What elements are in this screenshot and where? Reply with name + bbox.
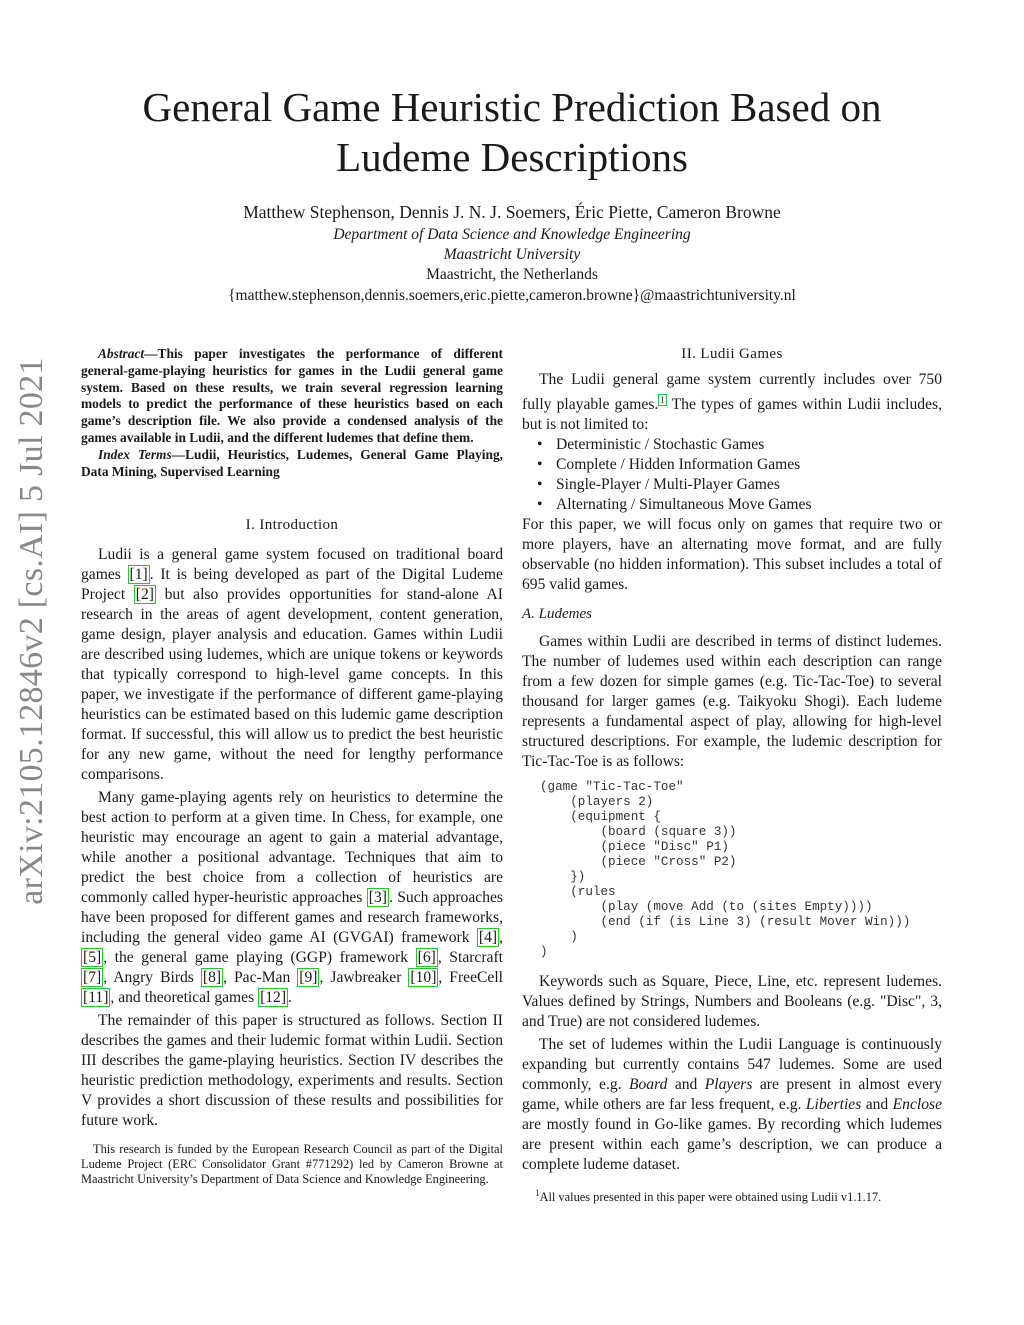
citation-5[interactable]: [5] (83, 949, 102, 966)
ludii-games-body (522, 370, 942, 595)
citation-10[interactable]: [10] (410, 969, 437, 986)
citation-1[interactable]: [1] (129, 566, 148, 583)
introduction-heading-wrap (81, 517, 503, 534)
tic-tac-toe-code-listing: (game "Tic-Tac-Toe" (players 2) (equipment { (board (square 3)) (piece "Disc" P1) (piece "Cross" P2) }) (rules (play (move Add (to (sites Empty)))) (end (if (is Line 3) (result Mover Win))) ) ) (540, 780, 911, 959)
citation-4[interactable]: [4] (478, 929, 498, 946)
intro-paragraph-3: The remainder of this paper is structured as follows. Section II describes the games and their ludemic format within Ludii. Section III describes the game-playing heuristics. Section IV describes the heuristic prediction methodology, experiments and results. Section V provides a short discussion of these results and possibilities for future work. (81, 1012, 503, 1129)
ludemes-body-2 (522, 972, 942, 1175)
section-heading-introduction: I. Introduction (245, 517, 339, 533)
ludemes-paragraph-1: Games within Ludii are described in terms of distinct ludemes. The number of ludemes used within each description can range from a few dozen for simple games (e.g. Tic-Tac-Toe) to several thousand for larger games (e.g. Taikyoku Shogi). Each ludeme represents a fundamental aspect of play, allowing for high-level structured descriptions. For example, the ludemic description for Tic-Tac-Toe is as follows: (522, 633, 942, 770)
subsection-heading-ludemes: A. Ludemes (522, 606, 592, 622)
citation-11[interactable]: [11] (83, 989, 109, 1006)
abstract: Abstract—This paper investigates the performance of different general-game-playing heuristics for games in the Ludii general game system. Based on these results, we train several regression learning models to predict the performance of these heuristics based on each game’s description file. We also provide a condensed analysis of the games available in Ludii, and the different ludemes that define them. (81, 346, 503, 445)
ludemes-paragraph-2: Keywords such as Square, Piece, Line, etc. represent ludemes. Values defined by Strings, Numbers and Booleans (e.g. "Disc", 3, and True) are not considered ludemes. (522, 973, 942, 1030)
list-item: • Complete / Hidden Information Games (522, 455, 942, 475)
ludii-games-heading-wrap (522, 346, 942, 363)
intro-paragraph-1: Ludii is a general game system focused on traditional board games [1] . It is being developed as part of the Digital Ludeme Project [2] but also provides opportunities for stand-alone AI research in the areas of agent development, content generation, game design, player analysis and education. Games within Ludii are described using ludemes, which are unique tokens or keywords that typically correspond to high-level game concepts. In this paper, we investigate if the performance of different game-playing heuristics can be estimated based on this ludemic game description format. If successful, this will allow us to predict the best heuristic for any new game, without the need for lengthy performance comparisons. (81, 546, 503, 783)
location: Maastricht, the Netherlands (426, 266, 598, 283)
paper-title: General Game Heuristic Prediction Based on Ludeme Descriptions (142, 84, 882, 180)
footnote-mark-1[interactable]: 1 (660, 395, 665, 405)
footnote-1: $^1$All values presented in this paper were obtained using Ludii v1.1.17. (535, 1188, 882, 1205)
citation-7[interactable]: [7] (83, 969, 102, 986)
ludemes-paragraph-3: The set of ludemes within the Ludii Language is continuously expanding but currently contains 547 ludemes. Some are used commonly, e.g. Board and Players are present in almost every game, while others are far less frequent, e.g. Liberties and Enclose are mostly found in Go-like games. By recording which ludemes are present within each game’s description, we can produce a complete ludeme dataset. (522, 1036, 943, 1173)
list-item: • Deterministic / Stochastic Games (522, 435, 942, 455)
funding-footnote: This research is funded by the European Research Council as part of the Digital Ludeme Project (ERC Consolidator Grant #771292) led by Cameron Browne at Maastricht University’s Department of Data Science and Knowledge Engineering. (81, 1142, 503, 1186)
list-item: • Alternating / Simultaneous Move Games (522, 495, 942, 515)
author-list: Matthew Stephenson, Dennis J. N. J. Soemers, Éric Piette, Cameron Browne (243, 202, 781, 222)
game-type-list (522, 435, 942, 515)
footnote-1-wrap (535, 1186, 945, 1205)
section-heading-ludii-games: II. Ludii Games (681, 346, 783, 362)
abstract-block (81, 346, 503, 480)
introduction-body (81, 545, 503, 1131)
citation-8[interactable]: [8] (202, 969, 222, 986)
citation-12[interactable]: [12] (260, 989, 287, 1006)
university: Maastricht University (443, 246, 581, 263)
citation-6[interactable]: [6] (417, 949, 436, 966)
list-item: • Single-Player / Multi-Player Games (522, 475, 942, 495)
department: Department of Data Science and Knowledge Engineering (333, 226, 691, 243)
ludemes-body (522, 632, 942, 772)
citation-3[interactable]: [3] (368, 889, 387, 906)
citation-2[interactable]: [2] (135, 586, 154, 603)
ludii-games-paragraph-1: The Ludii general game system currently includes over 750 fully playable games. $^1$ The types of games within Ludii includes, but is not limited to: (522, 371, 942, 434)
ludemes-heading-wrap (522, 606, 942, 623)
citation-9[interactable]: [9] (299, 969, 318, 986)
intro-paragraph-2: Many game-playing agents rely on heuristics to determine the best action to perform at a given time. In Chess, for example, one heuristic may encourage an agent to gain a material advantage, while another a positional advantage. Techniques that aim to predict the best choice from a collection of heuristics are commonly called hyper-heuristic approaches [3] . Such approaches have been proposed for different games and research frameworks, including the general video game AI (GVGAI) framework [4] , [5] , the general game playing (GGP) framework [6] , Starcraft [7] , Angry Birds [8] , Pac-Man [9] , Jawbreaker [10] , FreeCell [11] , and theoretical games [12] . (81, 789, 503, 1006)
index-terms: Index Terms—Ludii, Heuristics, Ludemes, General Game Playing, Data Mining, Supervised Learning (81, 446, 503, 479)
author-emails: {matthew.stephenson,dennis.soemers,eric.piette,cameron.browne}@maastrichtuniversity.nl (228, 287, 796, 304)
arxiv-identifier: arXiv:2105.12846v2 [cs.AI] 5 Jul 2021 (13, 357, 50, 905)
ludii-games-paragraph-2: For this paper, we will focus only on games that require two or more players, have an alternating move format, and are fully observable (no hidden information). This subset includes a total of 695 valid games. (522, 516, 942, 594)
funding-footnote-wrap (81, 1142, 503, 1187)
